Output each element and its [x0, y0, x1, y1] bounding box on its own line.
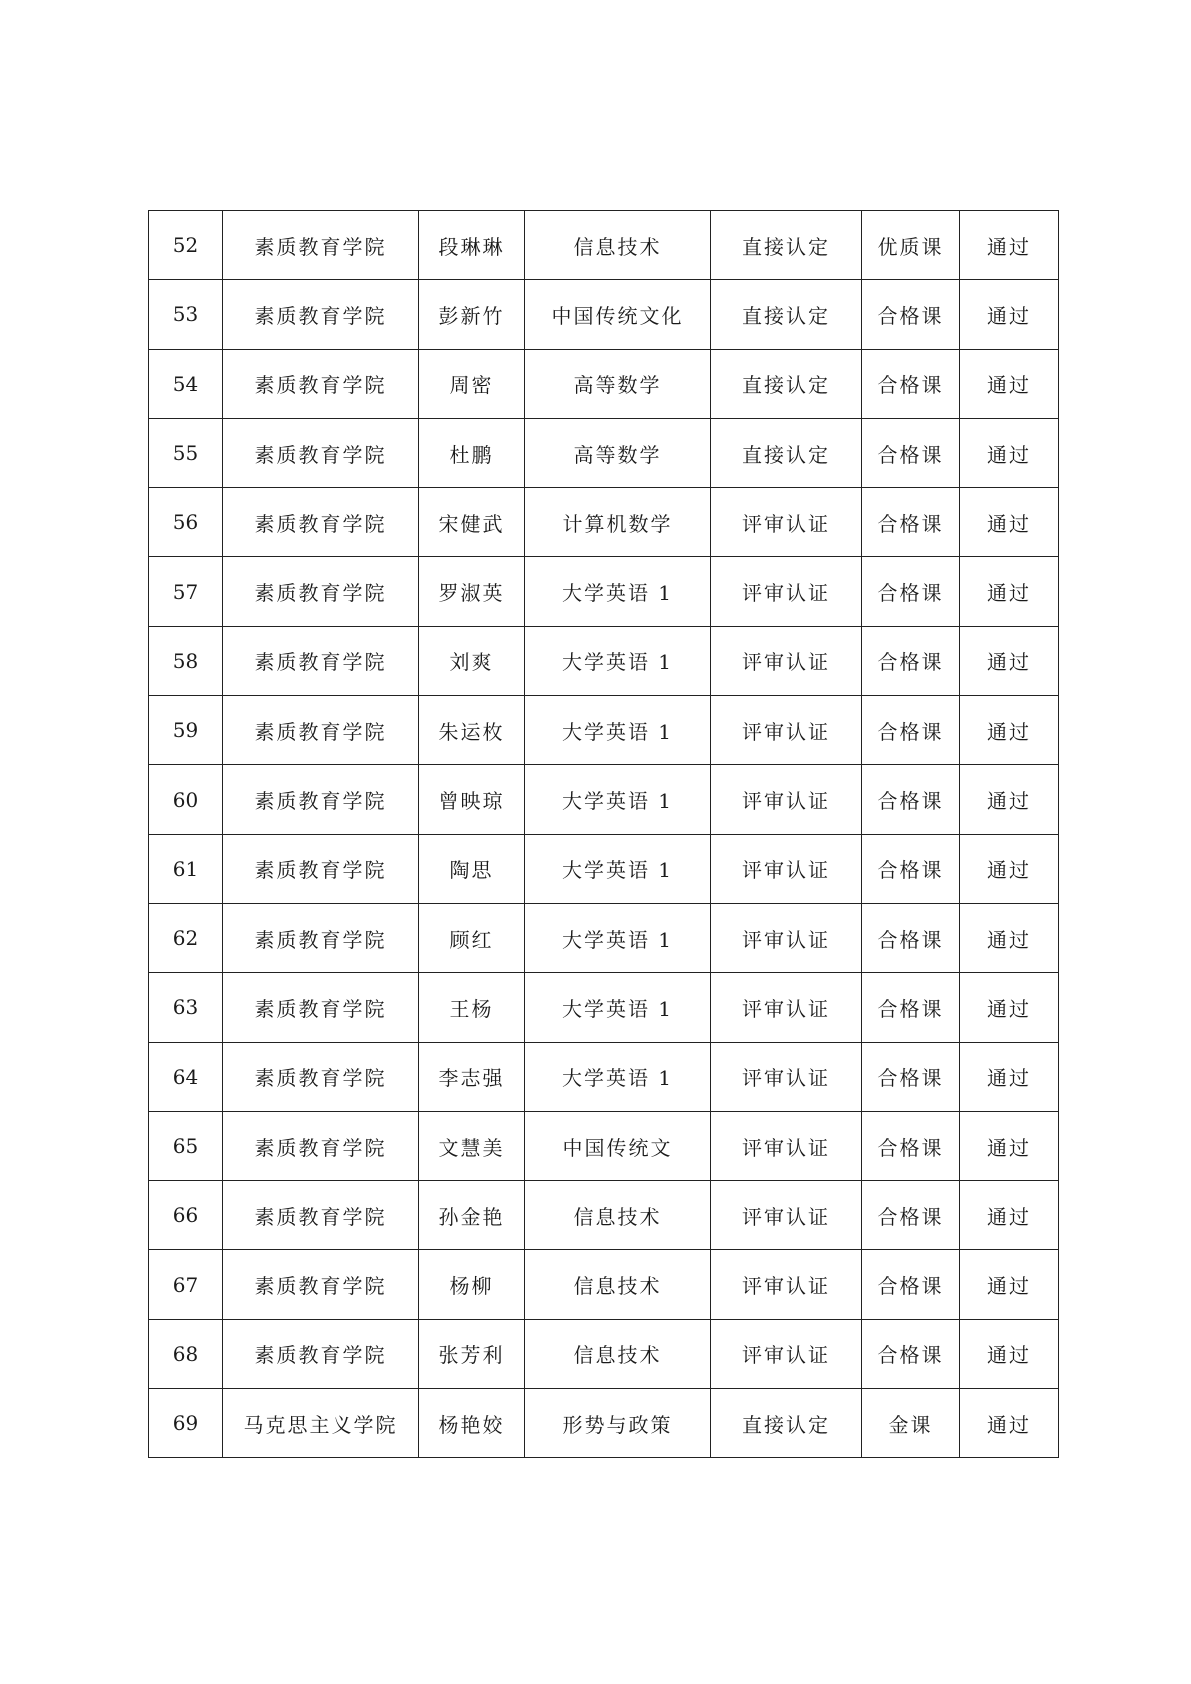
method-cell: 评审认证	[711, 1042, 862, 1111]
course-cell: 高等数学	[525, 349, 711, 418]
method-cell: 评审认证	[711, 696, 862, 765]
table-row	[149, 1389, 1059, 1458]
result-cell: 通过	[960, 765, 1059, 834]
college-cell: 素质教育学院	[223, 765, 419, 834]
teacher-name-cell: 朱运枚	[419, 696, 525, 765]
course-cell: 高等数学	[525, 418, 711, 487]
row-number-cell: 62	[149, 903, 223, 972]
row-number-cell: 60	[149, 765, 223, 834]
college-cell: 素质教育学院	[223, 973, 419, 1042]
teacher-name-cell: 杨柳	[419, 1250, 525, 1319]
table-row	[149, 488, 1059, 557]
college-cell: 素质教育学院	[223, 349, 419, 418]
table-row	[149, 834, 1059, 903]
row-number-cell: 68	[149, 1319, 223, 1388]
college-cell: 素质教育学院	[223, 488, 419, 557]
result-cell: 通过	[960, 1111, 1059, 1180]
level-cell: 合格课	[862, 488, 960, 557]
college-cell: 素质教育学院	[223, 1181, 419, 1250]
college-cell: 素质教育学院	[223, 1319, 419, 1388]
table-row	[149, 1111, 1059, 1180]
row-number-cell: 57	[149, 557, 223, 626]
table-row	[149, 1181, 1059, 1250]
row-number-cell: 53	[149, 280, 223, 349]
result-cell: 通过	[960, 1042, 1059, 1111]
level-cell: 合格课	[862, 1111, 960, 1180]
course-cell: 信息技术	[525, 211, 711, 280]
course-cell: 信息技术	[525, 1319, 711, 1388]
teacher-name-cell: 段琳琳	[419, 211, 525, 280]
teacher-name-cell: 文慧美	[419, 1111, 525, 1180]
college-cell: 素质教育学院	[223, 834, 419, 903]
table-row	[149, 211, 1059, 280]
row-number-cell: 59	[149, 696, 223, 765]
table-row	[149, 696, 1059, 765]
row-number-cell: 61	[149, 834, 223, 903]
results-table	[148, 210, 1059, 1458]
teacher-name-cell: 刘爽	[419, 626, 525, 695]
level-cell: 合格课	[862, 696, 960, 765]
level-cell: 合格课	[862, 1319, 960, 1388]
method-cell: 直接认定	[711, 280, 862, 349]
method-cell: 评审认证	[711, 1181, 862, 1250]
table-row	[149, 349, 1059, 418]
table-row	[149, 765, 1059, 834]
level-cell: 优质课	[862, 211, 960, 280]
level-cell: 合格课	[862, 1250, 960, 1319]
college-cell: 素质教育学院	[223, 280, 419, 349]
result-cell: 通过	[960, 1181, 1059, 1250]
level-cell: 金课	[862, 1389, 960, 1458]
college-cell: 素质教育学院	[223, 418, 419, 487]
course-cell: 中国传统文	[525, 1111, 711, 1180]
result-cell: 通过	[960, 557, 1059, 626]
level-cell: 合格课	[862, 280, 960, 349]
course-cell: 大学英语 1	[525, 1042, 711, 1111]
result-cell: 通过	[960, 488, 1059, 557]
result-cell: 通过	[960, 418, 1059, 487]
method-cell: 评审认证	[711, 903, 862, 972]
results-table-body	[149, 211, 1059, 1458]
teacher-name-cell: 陶思	[419, 834, 525, 903]
table-row	[149, 557, 1059, 626]
row-number-cell: 55	[149, 418, 223, 487]
course-cell: 信息技术	[525, 1181, 711, 1250]
college-cell: 素质教育学院	[223, 696, 419, 765]
table-row	[149, 903, 1059, 972]
college-cell: 素质教育学院	[223, 1250, 419, 1319]
level-cell: 合格课	[862, 903, 960, 972]
row-number-cell: 56	[149, 488, 223, 557]
method-cell: 评审认证	[711, 1250, 862, 1319]
level-cell: 合格课	[862, 1181, 960, 1250]
table-row	[149, 418, 1059, 487]
row-number-cell: 69	[149, 1389, 223, 1458]
result-cell: 通过	[960, 973, 1059, 1042]
level-cell: 合格课	[862, 349, 960, 418]
college-cell: 素质教育学院	[223, 1111, 419, 1180]
method-cell: 直接认定	[711, 418, 862, 487]
method-cell: 评审认证	[711, 488, 862, 557]
teacher-name-cell: 宋健武	[419, 488, 525, 557]
row-number-cell: 67	[149, 1250, 223, 1319]
row-number-cell: 64	[149, 1042, 223, 1111]
teacher-name-cell: 周密	[419, 349, 525, 418]
teacher-name-cell: 罗淑英	[419, 557, 525, 626]
method-cell: 评审认证	[711, 1111, 862, 1180]
table-row	[149, 973, 1059, 1042]
method-cell: 评审认证	[711, 834, 862, 903]
level-cell: 合格课	[862, 973, 960, 1042]
method-cell: 直接认定	[711, 1389, 862, 1458]
teacher-name-cell: 曾映琼	[419, 765, 525, 834]
result-cell: 通过	[960, 1389, 1059, 1458]
row-number-cell: 58	[149, 626, 223, 695]
course-cell: 信息技术	[525, 1250, 711, 1319]
row-number-cell: 52	[149, 211, 223, 280]
teacher-name-cell: 孙金艳	[419, 1181, 525, 1250]
result-cell: 通过	[960, 696, 1059, 765]
method-cell: 评审认证	[711, 557, 862, 626]
result-cell: 通过	[960, 211, 1059, 280]
college-cell: 素质教育学院	[223, 1042, 419, 1111]
level-cell: 合格课	[862, 765, 960, 834]
teacher-name-cell: 彭新竹	[419, 280, 525, 349]
result-cell: 通过	[960, 834, 1059, 903]
method-cell: 直接认定	[711, 349, 862, 418]
course-cell: 计算机数学	[525, 488, 711, 557]
course-cell: 大学英语 1	[525, 834, 711, 903]
row-number-cell: 54	[149, 349, 223, 418]
level-cell: 合格课	[862, 1042, 960, 1111]
table-row	[149, 280, 1059, 349]
teacher-name-cell: 杨艳姣	[419, 1389, 525, 1458]
teacher-name-cell: 杜鹏	[419, 418, 525, 487]
result-cell: 通过	[960, 1250, 1059, 1319]
teacher-name-cell: 王杨	[419, 973, 525, 1042]
table-row	[149, 626, 1059, 695]
college-cell: 素质教育学院	[223, 557, 419, 626]
course-cell: 大学英语 1	[525, 903, 711, 972]
course-cell: 中国传统文化	[525, 280, 711, 349]
result-cell: 通过	[960, 1319, 1059, 1388]
level-cell: 合格课	[862, 834, 960, 903]
level-cell: 合格课	[862, 418, 960, 487]
method-cell: 评审认证	[711, 765, 862, 834]
course-cell: 大学英语 1	[525, 557, 711, 626]
result-cell: 通过	[960, 903, 1059, 972]
course-cell: 大学英语 1	[525, 765, 711, 834]
result-cell: 通过	[960, 280, 1059, 349]
method-cell: 评审认证	[711, 973, 862, 1042]
course-cell: 大学英语 1	[525, 626, 711, 695]
result-cell: 通过	[960, 349, 1059, 418]
table-row	[149, 1319, 1059, 1388]
teacher-name-cell: 李志强	[419, 1042, 525, 1111]
teacher-name-cell: 张芳利	[419, 1319, 525, 1388]
row-number-cell: 66	[149, 1181, 223, 1250]
teacher-name-cell: 顾红	[419, 903, 525, 972]
method-cell: 评审认证	[711, 1319, 862, 1388]
college-cell: 马克思主义学院	[223, 1389, 419, 1458]
table-row	[149, 1042, 1059, 1111]
course-cell: 大学英语 1	[525, 696, 711, 765]
row-number-cell: 65	[149, 1111, 223, 1180]
course-cell: 大学英语 1	[525, 973, 711, 1042]
result-cell: 通过	[960, 626, 1059, 695]
table-row	[149, 1250, 1059, 1319]
college-cell: 素质教育学院	[223, 903, 419, 972]
method-cell: 评审认证	[711, 626, 862, 695]
level-cell: 合格课	[862, 557, 960, 626]
level-cell: 合格课	[862, 626, 960, 695]
row-number-cell: 63	[149, 973, 223, 1042]
course-cell: 形势与政策	[525, 1389, 711, 1458]
college-cell: 素质教育学院	[223, 211, 419, 280]
college-cell: 素质教育学院	[223, 626, 419, 695]
method-cell: 直接认定	[711, 211, 862, 280]
